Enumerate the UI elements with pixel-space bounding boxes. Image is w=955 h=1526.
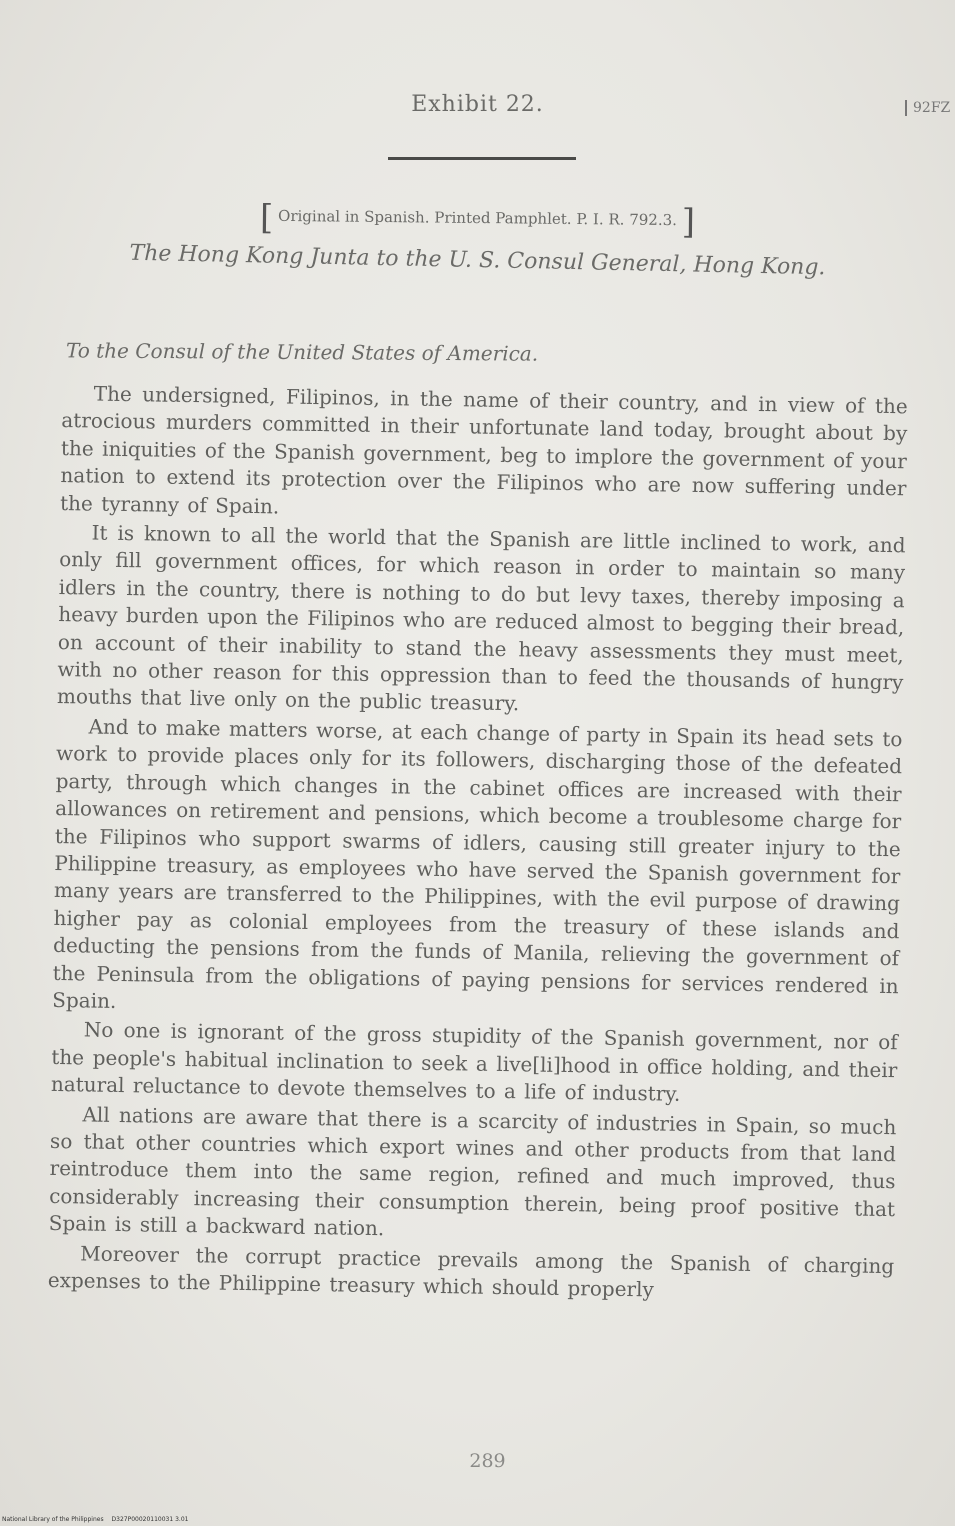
paragraph-4: No one is ignorant of the gross stupidity of the Spanish government, nor of the people's habitual inclination to seek a live[li]hood in office holding, and their natural reluctance to devote themselves to a life of industry. [50, 1017, 898, 1106]
footer-library: National Library of the Philippines [2, 1516, 104, 1523]
body-text [48, 380, 908, 1310]
paragraph-2: It is known to all the world that the Spanish are little inclined to work, and only fill government offices, for which reason in order to maintain so many idlers in the country, there is nothing to do but levy taxes, thereby imposing a heavy burden upon the Filipinos who are reduced almost to begging their bread, on account of their inability to stand the heavy assessments they must meet, with no other reason for this oppression than to feed the thousands of hungry mouths that live only on the public treasury. [56, 520, 906, 716]
document-heading: The Hong Kong Junta to the U. S. Consul General, Hong Kong. [129, 240, 826, 281]
right-bracket-icon: ] [681, 202, 696, 243]
footer-code: D327P00020110031 3.01 [111, 1516, 189, 1523]
salutation: To the Consul of the United States of America. [65, 338, 539, 366]
paragraph-5: All nations are aware that there is a scarcity of industries in Spain, so much so that other countries which export wines and other products from that land reintroduce them into the same region, refined and much improved, thus considerably increasing their consumption therein, being proof positive that Spain is still a backward nation. [48, 1101, 897, 1241]
paragraph-6: Moreover the corrupt practice prevails among the Spanish of charging expenses to the Philippine treasury which should properly [47, 1240, 895, 1302]
source-note-text: Original in Spanish. Printed Pamphlet. P. I. R. 792.3. [277, 206, 678, 230]
left-bracket-icon: [ [259, 197, 274, 238]
paragraph-1: The undersigned, Filipinos, in the name of their country, and in view of the atrocious murders committed in their unfortunate land today, brought about by the iniquities of the Spanish government, beg to implore the government of your nation to extend its protection over the Filipinos who are now suffering under the tyranny of Spain. [59, 381, 908, 519]
source-note [0, 195, 955, 245]
page-reference [905, 100, 955, 116]
page-number: 289 [469, 1450, 506, 1472]
title-rule [388, 157, 576, 160]
exhibit-title: Exhibit 22. [411, 92, 544, 117]
footer-credit [2, 1516, 194, 1523]
paragraph-3: And to make matters worse, at each change of party in Spain its head sets to work to provide places only for its followers, discharging those of the defeated party, through which changes in the cabinet offices are increased with their allowances on retirement and pensions, which become a troublesome charge for the Filipinos who support swarms of idlers, causing still greater injury to the Philippine treasury, as employees who have served the Spanish government for many years are transferred to the Philippines, with the evil purpose of drawing higher pay as colonial employees from the treasury of these islands and deducting the pensions from the funds of Manila, relieving the government of the Peninsula from the obligations of paying pensions for services rendered in Spain. [52, 714, 903, 1013]
page-reference-text: 92FZ [913, 100, 951, 116]
